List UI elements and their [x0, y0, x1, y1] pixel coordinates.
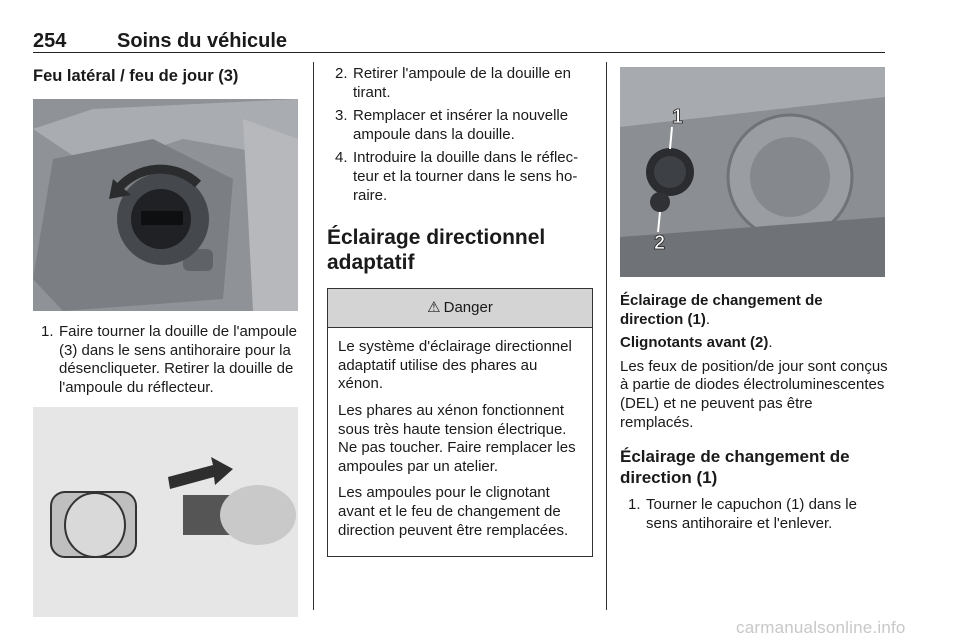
steps-list-col2 [327, 65, 595, 205]
section-title-adaptive-lighting: Éclairage directionnel adaptatif [327, 226, 546, 275]
danger-header [328, 289, 592, 328]
column-divider-1 [313, 62, 314, 610]
danger-body [328, 328, 592, 556]
column-divider-2 [606, 62, 607, 610]
body-paragraph: Les feux de position/de jour sont conçus à partie de diodes électroluminescentes (DEL) et ne peuvent pas être remplacés. [620, 357, 888, 431]
caption-1: Éclairage de changement de direction (1). [620, 292, 823, 328]
photo-bulb-socket-removal [33, 407, 298, 617]
photo-label-1: 1 [672, 106, 684, 128]
section-title-turn-lighting: Éclairage de changement de direction (1) [620, 447, 850, 488]
chapter-title: Soins du véhicule [117, 30, 288, 52]
step-4: 4. Introduire la douille dans le réflecteur et la tourner dans le sens horaire. [335, 149, 579, 204]
steps-list-col1 [33, 323, 301, 397]
warning-triangle-icon: ⚠ [427, 299, 441, 317]
step-1: 1. Tourner le capuchon (1) dans le sens antihoraire et l'enlever. [628, 496, 857, 532]
column-2 [327, 60, 595, 557]
watermark: carmanualsonline.info [736, 618, 906, 637]
step-1: 1. Faire tourner la douille de l'ampoule (3) dans le sens antihoraire pour la désencliqueter. Retirer la douille de l'ampoule du réflecteur. [41, 323, 298, 396]
danger-paragraph: Les phares au xénon fonctionnent sous très haute tension électrique. Ne pas toucher. Faire remplacer les ampoules par un atelier. [338, 401, 576, 475]
column-1 [33, 60, 301, 617]
photo-side-light-socket [33, 99, 298, 311]
photo-headlamp-rear [620, 67, 885, 277]
step-3: 3. Remplacer et insérer la nouvelle ampoule dans la douille. [335, 107, 569, 143]
danger-title: Danger [443, 299, 493, 317]
column-3 [620, 60, 888, 538]
steps-list-col3 [620, 496, 888, 533]
section-title-side-light: Feu latéral / feu de jour (3) [33, 67, 239, 85]
caption-2: Clignotants avant (2). [620, 334, 773, 352]
photo-label-2: 2 [654, 232, 666, 254]
header-rule [33, 52, 885, 53]
danger-paragraph: Le système d'éclairage directionnel adaptatif utilise des phares au xénon. [338, 338, 572, 393]
danger-box [327, 288, 593, 557]
page-number: 254 [33, 30, 67, 52]
step-2: 2. Retirer l'ampoule de la douille en tirant. [335, 65, 571, 101]
page-header [33, 30, 885, 52]
danger-paragraph: Les ampoules pour le clignotant avant et le feu de changement de direction peuvent être remplacées. [338, 484, 569, 539]
